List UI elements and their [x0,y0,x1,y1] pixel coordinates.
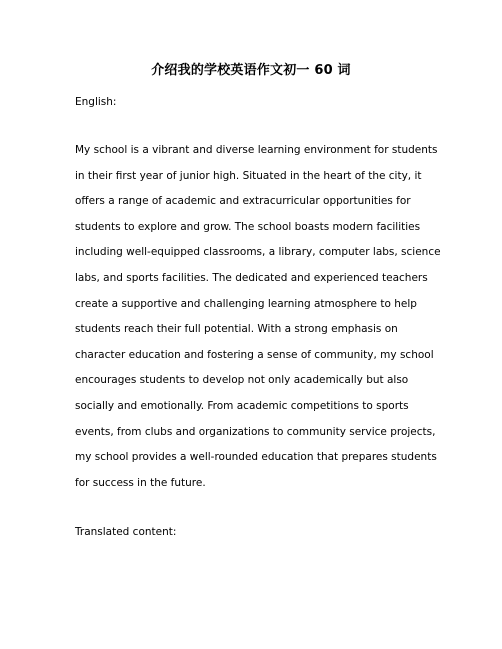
translated-section-label: Translated content: [75,526,177,538]
english-paragraph: My school is a vibrant and diverse learning environment for students in their first year of junior high. Situated in the heart of the city, it offers a range of academic and extracurricular opportunities for students to explore and grow. The school boasts modern facilities including well-equipped classrooms, a library, computer labs, science labs, and sports facilities. The dedicated and experienced teachers create a supportive and challenging learning atmosphere to help students reach their full potential. With a strong emphasis on character education and fostering a sense of community, my school encourages students to develop not only academically but also socially and emotionally. From academic competitions to sports events, from clubs and organizations to community service projects, my school provides a well-rounded education that prepares students for success in the future. [75,144,441,489]
english-section-label: English: [75,96,117,108]
document-title: 介绍我的学校英语作文初一 60 词 [151,63,351,78]
